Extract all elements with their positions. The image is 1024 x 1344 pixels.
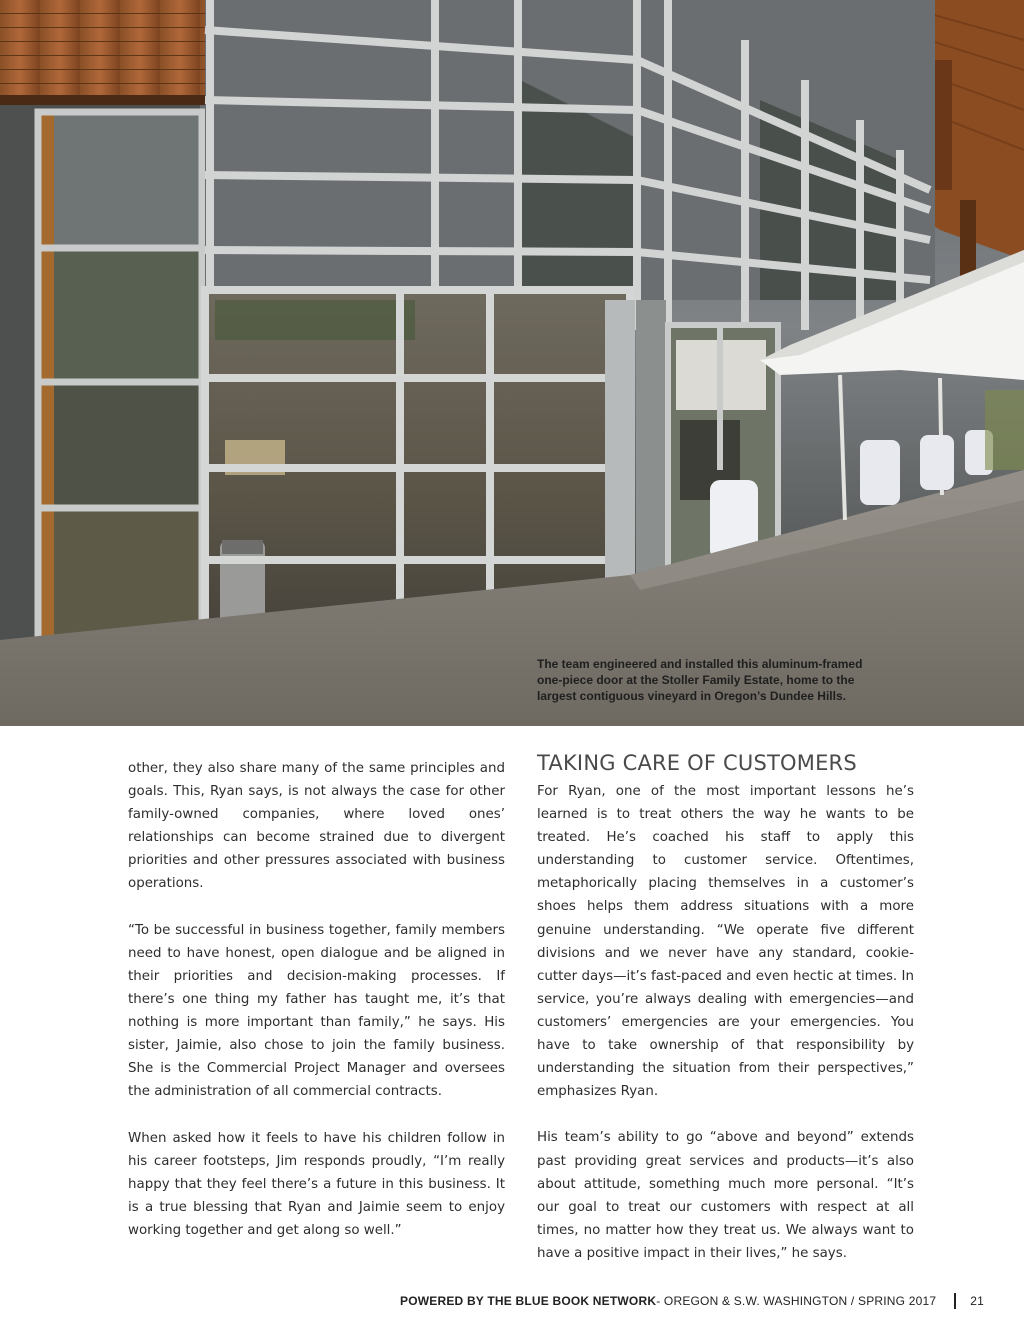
- footer-divider: [954, 1293, 956, 1309]
- paragraph: other, they also share many of the same principles and goals. This, Ryan says, is not always the case for other family-owned companies, where loved ones’ relationships can become strained due to divergent priorities and other pressures associated with business operations.: [128, 761, 505, 892]
- paragraph: “To be successful in business together, family members need to have honest, open dialogue and be aligned in their priorities and decision-making processes. If there’s one thing my father has taught me, it’s that nothing is more important than family,” he says. His sister, Jaimie, also chose to join the family business. She is the Commercial Project Manager and oversees the administration of all commercial contracts.: [128, 922, 505, 1100]
- paragraph: When asked how it feels to have his children follow in his career footsteps, Jim responds proudly, “I’m really happy that they feel there’s a future in this business. It is a true blessing that Ryan and Jaimie seem to enjoy working together and get along so well.”: [128, 1130, 505, 1238]
- footer-publisher: POWERED BY THE BLUE BOOK NETWORK: [400, 1294, 657, 1308]
- footer-edition: - OREGON & S.W. WASHINGTON / SPRING 2017: [656, 1294, 937, 1308]
- paragraph: His team’s ability to go “above and beyond” extends past providing great services and products—it’s also about attitude, something much more personal. “It’s our goal to treat our customers with respect at all times, no matter how they treat us. We always want to have a positive impact in their lives,” he says.: [537, 1130, 914, 1261]
- page-number: 21: [970, 1294, 984, 1308]
- section-heading: TAKING CARE OF CUSTOMERS: [537, 751, 857, 775]
- article-left-column: [128, 757, 505, 1265]
- page-footer: [400, 1292, 984, 1310]
- article-right-column: [537, 780, 914, 1288]
- photo-caption: The team engineered and installed this aluminum-framed one-piece door at the Stoller Family Estate, home to the largest contiguous vineyard in Oregon’s Dundee Hills.: [537, 657, 863, 703]
- paragraph: For Ryan, one of the most important lessons he’s learned is to treat others the way he wants to be treated. He’s coached his staff to apply this understanding to customer service. Oftentimes, metaphorically placing themselves in a customer’s shoes helps them address situations with a more genuine understanding. “We operate five different divisions and we never have any standard, cookie-cutter days—it’s fast-paced and even hectic at times. In service, you’re always dealing with emergencies—and customers’ emergencies are your emergencies. You have to take ownership of that responsibility by understanding the situation from their perspectives,” emphasizes Ryan.: [537, 784, 914, 1100]
